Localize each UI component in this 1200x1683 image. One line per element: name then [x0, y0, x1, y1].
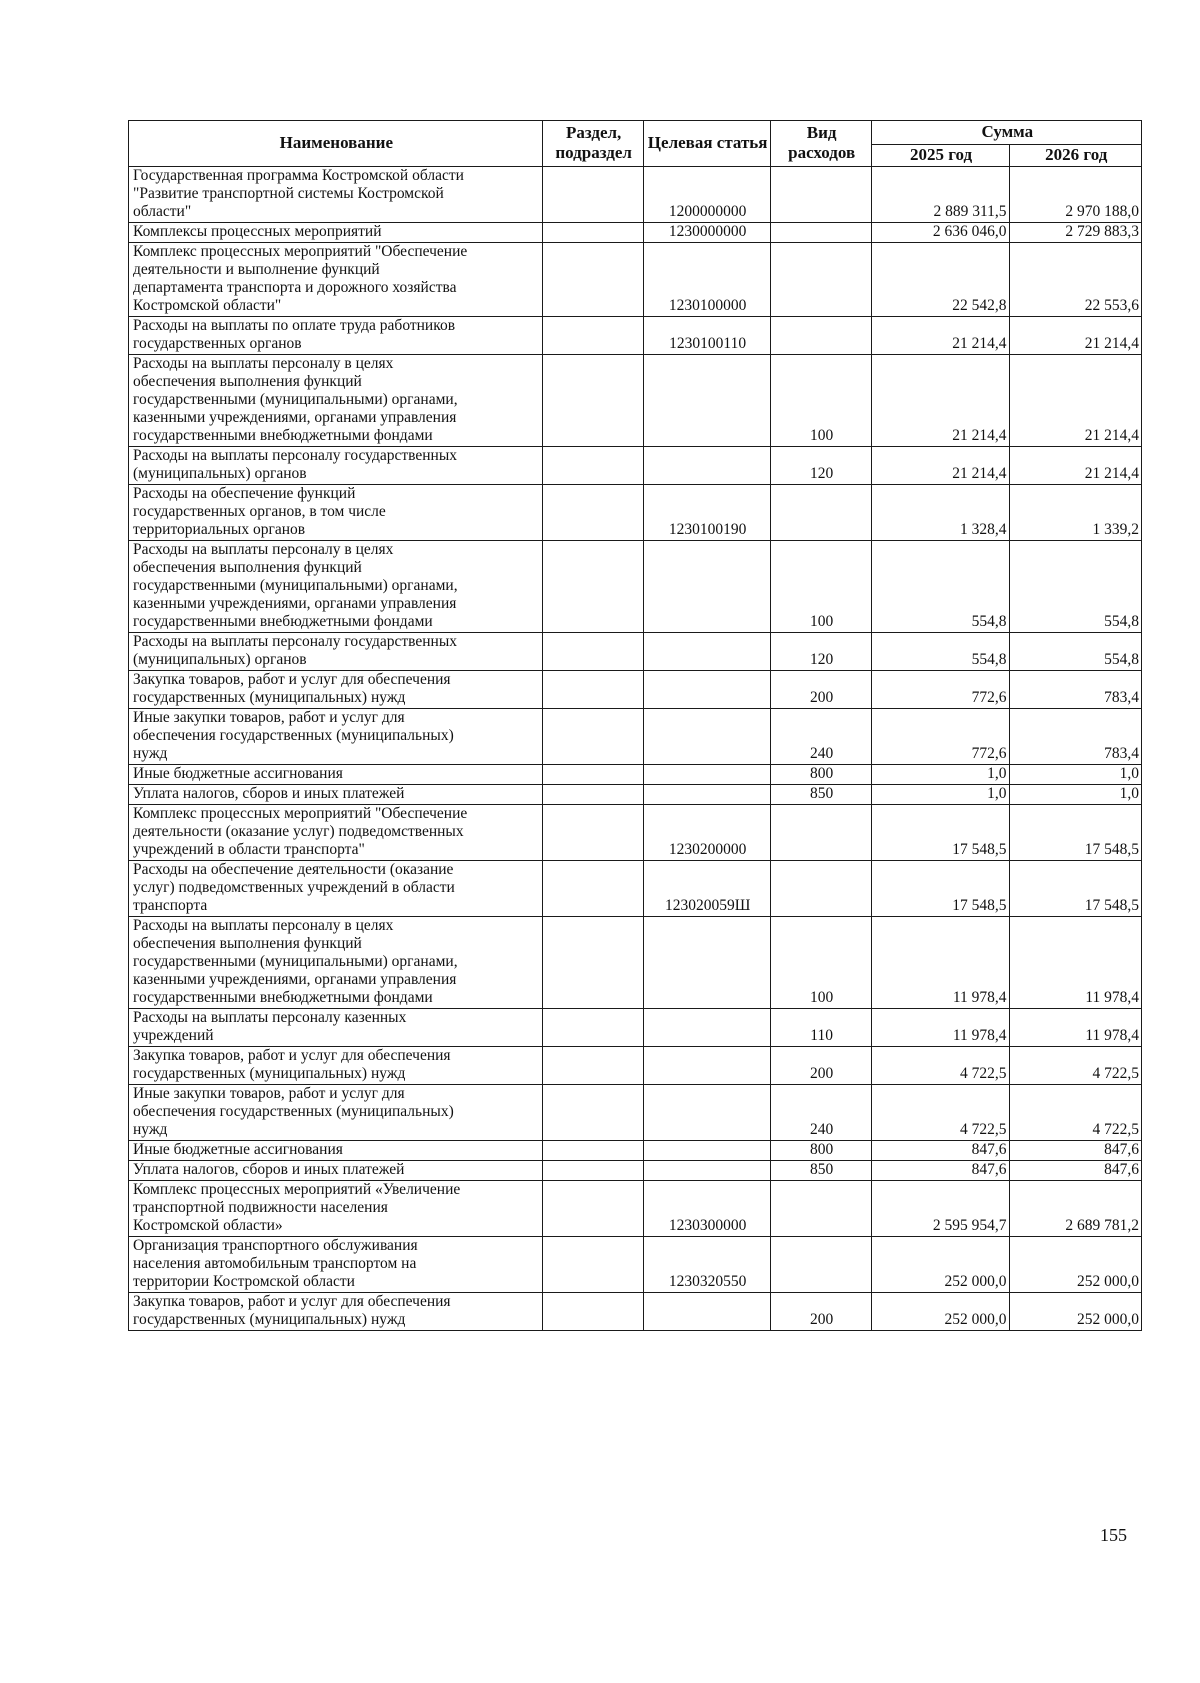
cell-kind [770, 485, 871, 541]
cell-y2025: 21 214,4 [871, 355, 1009, 447]
header-section: Раздел, подраздел [542, 121, 643, 167]
cell-kind: 120 [770, 633, 871, 671]
header-target: Целевая статья [643, 121, 770, 167]
cell-name: Расходы на выплаты персоналу казенных учреждений [129, 1009, 543, 1047]
cell-y2025: 4 722,5 [871, 1085, 1009, 1141]
cell-target [643, 1293, 770, 1331]
cell-y2025: 772,6 [871, 709, 1009, 765]
cell-target [643, 1161, 770, 1181]
cell-name: Иные бюджетные ассигнования [129, 1141, 543, 1161]
table-row [129, 1047, 1142, 1085]
cell-section [542, 709, 643, 765]
cell-section [542, 1141, 643, 1161]
header-kind: Вид расходов [770, 121, 871, 167]
cell-y2026: 1,0 [1009, 765, 1142, 785]
header-name: Наименование [129, 121, 543, 167]
cell-kind [770, 223, 871, 243]
cell-kind: 120 [770, 447, 871, 485]
cell-target: 1230000000 [643, 223, 770, 243]
cell-y2025: 1 328,4 [871, 485, 1009, 541]
cell-y2025: 17 548,5 [871, 805, 1009, 861]
table-row [129, 447, 1142, 485]
cell-section [542, 861, 643, 917]
cell-section [542, 485, 643, 541]
cell-name: Организация транспортного обслуживания населения автомобильным транспортом на территории Костромской области [129, 1237, 543, 1293]
cell-kind [770, 317, 871, 355]
cell-y2026: 847,6 [1009, 1161, 1142, 1181]
cell-kind: 110 [770, 1009, 871, 1047]
table-body [129, 167, 1142, 1331]
header-year-2025: 2025 год [871, 145, 1009, 167]
cell-section [542, 765, 643, 785]
cell-section [542, 1237, 643, 1293]
cell-name: Расходы на выплаты персоналу в целях обеспечения выполнения функций государственными (муниципальными) органами, казенными учреждениями, органами управления государственными внебюджетными фондами [129, 355, 543, 447]
cell-target [643, 1009, 770, 1047]
table-row [129, 671, 1142, 709]
cell-y2025: 22 542,8 [871, 243, 1009, 317]
cell-kind: 240 [770, 1085, 871, 1141]
cell-section [542, 1085, 643, 1141]
cell-name: Иные закупки товаров, работ и услуг для обеспечения государственных (муниципальных) нужд [129, 709, 543, 765]
cell-target: 1230100110 [643, 317, 770, 355]
cell-target [643, 671, 770, 709]
cell-y2025: 11 978,4 [871, 1009, 1009, 1047]
table-row [129, 1237, 1142, 1293]
cell-y2025: 772,6 [871, 671, 1009, 709]
cell-target: 1230200000 [643, 805, 770, 861]
cell-target: 1200000000 [643, 167, 770, 223]
table-row [129, 485, 1142, 541]
cell-name: Закупка товаров, работ и услуг для обеспечения государственных (муниципальных) нужд [129, 1047, 543, 1085]
cell-section [542, 785, 643, 805]
cell-y2026: 554,8 [1009, 541, 1142, 633]
cell-target [643, 765, 770, 785]
cell-section [542, 541, 643, 633]
table-row [129, 223, 1142, 243]
cell-target: 123020059Ш [643, 861, 770, 917]
cell-y2025: 554,8 [871, 541, 1009, 633]
cell-name: Комплексы процессных мероприятий [129, 223, 543, 243]
table-row [129, 765, 1142, 785]
cell-section [542, 633, 643, 671]
cell-y2026: 22 553,6 [1009, 243, 1142, 317]
table-row [129, 541, 1142, 633]
table-row [129, 1181, 1142, 1237]
cell-kind: 100 [770, 541, 871, 633]
cell-section [542, 1293, 643, 1331]
cell-name: Комплекс процессных мероприятий "Обеспечение деятельности и выполнение функций департамента транспорта и дорожного хозяйства Костромской области" [129, 243, 543, 317]
cell-y2026: 4 722,5 [1009, 1085, 1142, 1141]
page-number: 155 [1100, 1525, 1127, 1545]
cell-section [542, 671, 643, 709]
cell-kind: 240 [770, 709, 871, 765]
cell-y2026: 1,0 [1009, 785, 1142, 805]
cell-kind: 200 [770, 1047, 871, 1085]
cell-section [542, 223, 643, 243]
table-row [129, 1009, 1142, 1047]
table-row [129, 317, 1142, 355]
table-row [129, 1085, 1142, 1141]
cell-target: 1230300000 [643, 1181, 770, 1237]
cell-y2026: 21 214,4 [1009, 355, 1142, 447]
cell-target [643, 1141, 770, 1161]
cell-name: Уплата налогов, сборов и иных платежей [129, 1161, 543, 1181]
table-row [129, 709, 1142, 765]
table-row [129, 785, 1142, 805]
cell-kind [770, 1181, 871, 1237]
cell-target [643, 1047, 770, 1085]
cell-target [643, 917, 770, 1009]
header-sum: Сумма [871, 121, 1141, 145]
cell-name: Иные бюджетные ассигнования [129, 765, 543, 785]
cell-target [643, 709, 770, 765]
cell-target [643, 355, 770, 447]
cell-target: 1230100190 [643, 485, 770, 541]
cell-name: Расходы на выплаты персоналу государственных (муниципальных) органов [129, 447, 543, 485]
cell-section [542, 243, 643, 317]
cell-section [542, 1047, 643, 1085]
cell-kind: 800 [770, 765, 871, 785]
cell-y2025: 847,6 [871, 1141, 1009, 1161]
cell-y2025: 1,0 [871, 765, 1009, 785]
cell-name: Расходы на выплаты персоналу государственных (муниципальных) органов [129, 633, 543, 671]
cell-y2025: 2 636 046,0 [871, 223, 1009, 243]
cell-y2025: 21 214,4 [871, 447, 1009, 485]
table-row [129, 633, 1142, 671]
cell-target [643, 1085, 770, 1141]
cell-y2026: 1 339,2 [1009, 485, 1142, 541]
cell-name: Расходы на обеспечение функций государственных органов, в том числе территориальных органов [129, 485, 543, 541]
cell-kind [770, 1237, 871, 1293]
budget-table [128, 120, 1142, 1331]
cell-y2025: 21 214,4 [871, 317, 1009, 355]
cell-kind: 850 [770, 785, 871, 805]
cell-kind: 850 [770, 1161, 871, 1181]
cell-y2026: 554,8 [1009, 633, 1142, 671]
cell-name: Комплекс процессных мероприятий «Увеличение транспортной подвижности населения Костромской области» [129, 1181, 543, 1237]
header-year-2026: 2026 год [1009, 145, 1142, 167]
table-row [129, 167, 1142, 223]
cell-section [542, 355, 643, 447]
cell-section [542, 917, 643, 1009]
cell-name: Расходы на выплаты персоналу в целях обеспечения выполнения функций государственными (муниципальными) органами, казенными учреждениями, органами управления государственными внебюджетными фондами [129, 917, 543, 1009]
table-row [129, 805, 1142, 861]
cell-y2026: 783,4 [1009, 671, 1142, 709]
cell-y2026: 2 970 188,0 [1009, 167, 1142, 223]
cell-name: Иные закупки товаров, работ и услуг для обеспечения государственных (муниципальных) нужд [129, 1085, 543, 1141]
cell-kind: 100 [770, 355, 871, 447]
cell-y2026: 11 978,4 [1009, 1009, 1142, 1047]
cell-target: 1230320550 [643, 1237, 770, 1293]
table-row [129, 355, 1142, 447]
cell-section [542, 317, 643, 355]
cell-section [542, 1161, 643, 1181]
cell-name: Расходы на обеспечение деятельности (оказание услуг) подведомственных учреждений в области транспорта [129, 861, 543, 917]
cell-y2026: 21 214,4 [1009, 317, 1142, 355]
cell-y2026: 847,6 [1009, 1141, 1142, 1161]
cell-section [542, 447, 643, 485]
cell-y2025: 1,0 [871, 785, 1009, 805]
cell-y2026: 2 689 781,2 [1009, 1181, 1142, 1237]
cell-section [542, 1009, 643, 1047]
cell-y2026: 252 000,0 [1009, 1293, 1142, 1331]
cell-y2025: 17 548,5 [871, 861, 1009, 917]
cell-kind [770, 805, 871, 861]
cell-y2025: 2 889 311,5 [871, 167, 1009, 223]
cell-kind: 100 [770, 917, 871, 1009]
cell-y2025: 252 000,0 [871, 1293, 1009, 1331]
cell-y2025: 11 978,4 [871, 917, 1009, 1009]
table-row [129, 243, 1142, 317]
cell-name: Закупка товаров, работ и услуг для обеспечения государственных (муниципальных) нужд [129, 1293, 543, 1331]
cell-target: 1230100000 [643, 243, 770, 317]
cell-y2026: 11 978,4 [1009, 917, 1142, 1009]
cell-y2026: 4 722,5 [1009, 1047, 1142, 1085]
cell-name: Комплекс процессных мероприятий "Обеспечение деятельности (оказание услуг) подведомственных учреждений в области транспорта" [129, 805, 543, 861]
cell-name: Уплата налогов, сборов и иных платежей [129, 785, 543, 805]
cell-kind [770, 167, 871, 223]
cell-y2026: 17 548,5 [1009, 805, 1142, 861]
cell-target [643, 447, 770, 485]
cell-name: Закупка товаров, работ и услуг для обеспечения государственных (муниципальных) нужд [129, 671, 543, 709]
cell-target [643, 541, 770, 633]
cell-name: Государственная программа Костромской области "Развитие транспортной системы Костромской области" [129, 167, 543, 223]
cell-kind [770, 243, 871, 317]
table-row [129, 1161, 1142, 1181]
cell-name: Расходы на выплаты по оплате труда работников государственных органов [129, 317, 543, 355]
cell-target [643, 633, 770, 671]
cell-y2025: 252 000,0 [871, 1237, 1009, 1293]
cell-target [643, 785, 770, 805]
cell-kind [770, 861, 871, 917]
cell-y2025: 847,6 [871, 1161, 1009, 1181]
cell-name: Расходы на выплаты персоналу в целях обеспечения выполнения функций государственными (муниципальными) органами, казенными учреждениями, органами управления государственными внебюджетными фондами [129, 541, 543, 633]
cell-kind: 200 [770, 1293, 871, 1331]
cell-section [542, 167, 643, 223]
cell-y2026: 17 548,5 [1009, 861, 1142, 917]
cell-y2025: 2 595 954,7 [871, 1181, 1009, 1237]
cell-y2026: 252 000,0 [1009, 1237, 1142, 1293]
cell-kind: 800 [770, 1141, 871, 1161]
cell-y2026: 783,4 [1009, 709, 1142, 765]
cell-y2026: 21 214,4 [1009, 447, 1142, 485]
table-row [129, 1293, 1142, 1331]
cell-y2025: 4 722,5 [871, 1047, 1009, 1085]
table-row [129, 1141, 1142, 1161]
table-row [129, 917, 1142, 1009]
cell-kind: 200 [770, 671, 871, 709]
cell-y2026: 2 729 883,3 [1009, 223, 1142, 243]
cell-section [542, 1181, 643, 1237]
cell-section [542, 805, 643, 861]
cell-y2025: 554,8 [871, 633, 1009, 671]
table-row [129, 861, 1142, 917]
